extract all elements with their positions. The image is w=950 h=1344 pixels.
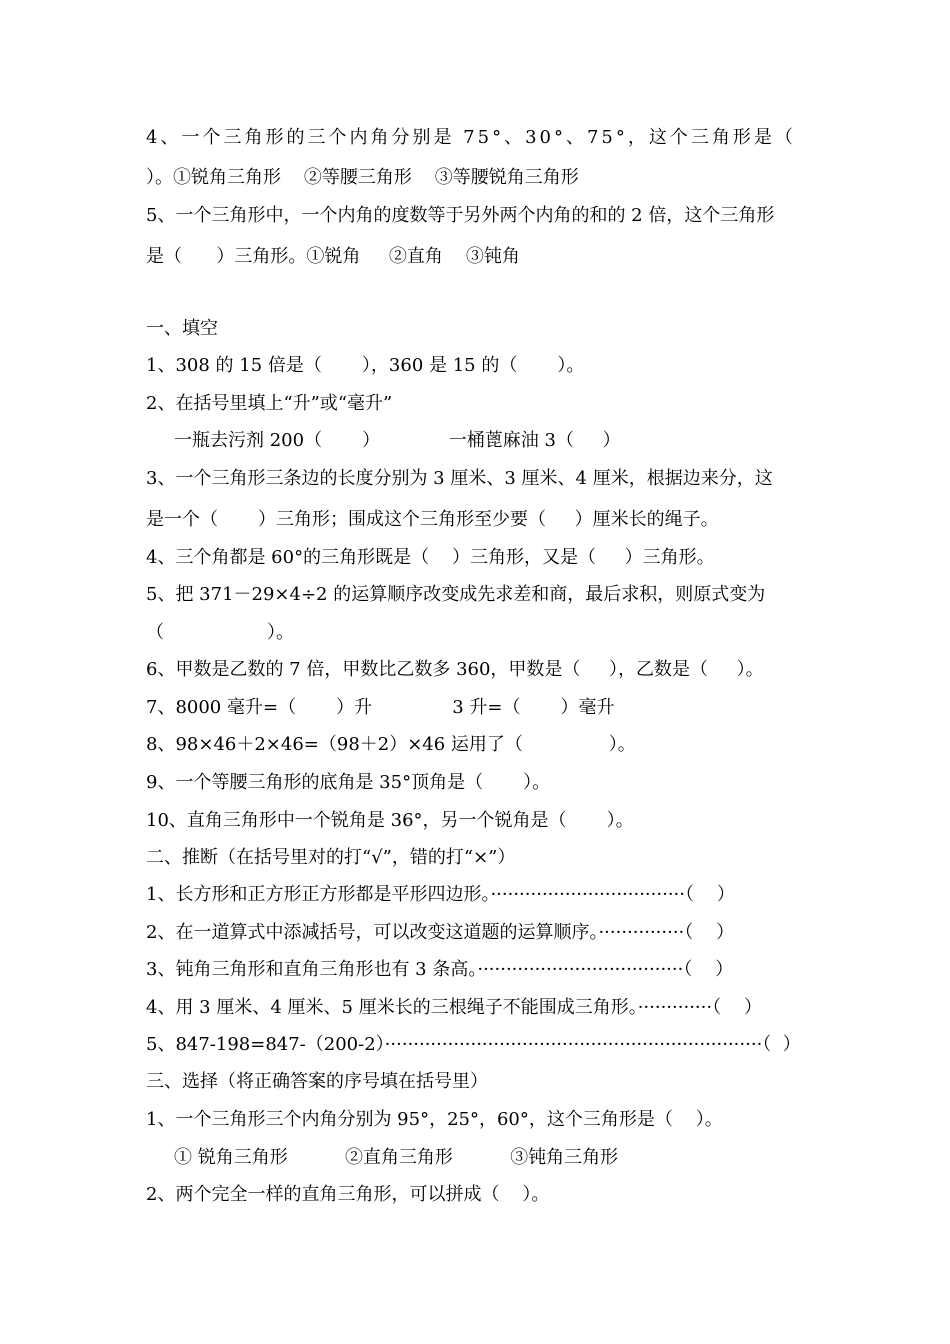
- text-line: ）。①锐角三角形 ②等腰三角形 ③等腰锐角三角形: [146, 167, 579, 188]
- text-line: 3、钝角三角形和直角三角形也有 3 条高。····································（ ）: [146, 959, 734, 980]
- text-line: 3、一个三角形三条边的长度分别为 3 厘米、3 厘米、4 厘米，根据边来分，这: [146, 468, 773, 489]
- text-line: 6、甲数是乙数的 7 倍，甲数比乙数多 360，甲数是（ ），乙数是（ ）。: [146, 659, 764, 680]
- section-heading: 一、填空: [146, 318, 218, 339]
- text-line: 2、在括号里填上“升”或“毫升”: [146, 393, 393, 414]
- text-line: 5、一个三角形中，一个内角的度数等于另外两个内角的和的 2 倍，这个三角形: [146, 205, 775, 226]
- text-line: 9、一个等腰三角形的底角是 35°顶角是（ ）。: [146, 772, 551, 793]
- text-line: 8、98×46＋2×46=（98＋2）×46 运用了（ ）。: [146, 734, 636, 755]
- text-line: 4、一个三角形的三个内角分别是 75°、30°、75°，这个三角形是（: [146, 127, 796, 148]
- text-line: 10、直角三角形中一个锐角是 36°，另一个锐角是（ ）。: [146, 810, 634, 831]
- text-line: 是（ ）三角形。①锐角 ②直角 ③钝角: [146, 246, 520, 267]
- section-heading: 二、推断（在括号里对的打“√”，错的打“×”）: [146, 847, 516, 868]
- text-line: 是一个（ ）三角形；围成这个三角形至少要（ ）厘米长的绳子。: [146, 509, 719, 530]
- text-line: 5、847-198=847-（200-2）··································································（ ）: [146, 1034, 801, 1055]
- text-line: 1、长方形和正方形正方形都是平形四边形。··································（ ）: [146, 884, 735, 905]
- text-line: 4、三个角都是 60°的三角形既是（ ）三角形，又是（ ）三角形。: [146, 547, 715, 568]
- section-heading: 三、选择（将正确答案的序号填在括号里）: [146, 1071, 488, 1092]
- text-line: （ ）。: [146, 622, 294, 643]
- text-line: ① 锐角三角形 ②直角三角形 ③钝角三角形: [174, 1147, 619, 1168]
- text-line: 2、在一道算式中添减括号，可以改变这道题的运算顺序。···············（ ）: [146, 922, 735, 943]
- text-line: 2、两个完全一样的直角三角形，可以拼成（ ）。: [146, 1184, 550, 1205]
- text-line: 5、把 371－29×4÷2 的运算顺序改变成先求差和商，最后求积，则原式变为: [146, 584, 766, 605]
- text-line: 一瓶去污剂 200（ ） 一桶蓖麻油 3（ ）: [174, 430, 621, 451]
- text-line: 1、一个三角形三个内角分别为 95°，25°，60°，这个三角形是（ ）。: [146, 1109, 723, 1130]
- text-line: 4、用 3 厘米、4 厘米、5 厘米长的三根绳子不能围成三角形。·············（ ）: [146, 997, 762, 1018]
- text-line: 1、308 的 15 倍是（ ），360 是 15 的（ ）。: [146, 355, 585, 376]
- text-line: 7、8000 毫升=（ ）升 3 升=（ ）毫升: [146, 697, 615, 718]
